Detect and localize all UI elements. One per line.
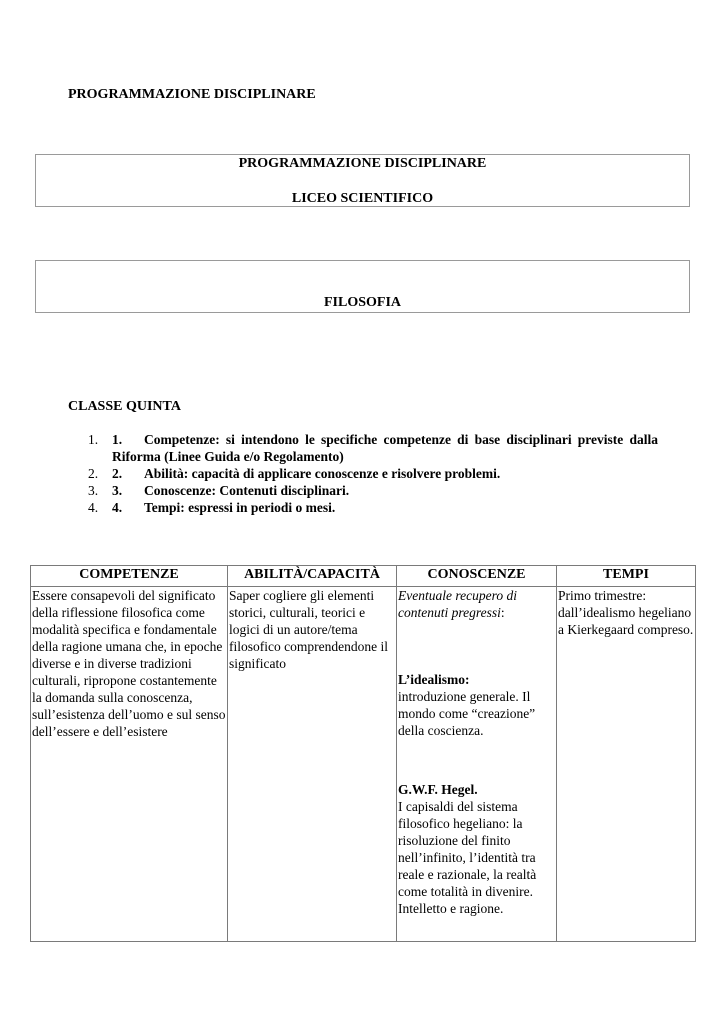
list-marker: 2.: [88, 466, 99, 481]
hegel-text: I capisaldi del sistema filosofico hegeliano: la risoluzione del finito nell’infinito, l’identità tra reale e razionale, la realtà come totalità in divenire. Intelletto e ragione.: [398, 799, 537, 916]
header-competenze: COMPETENZE: [31, 566, 228, 587]
table-header-row: [31, 566, 696, 587]
title-box-line2: LICEO SCIENTIFICO: [291, 191, 434, 206]
item-text: Conoscenze: Contenuti disciplinari.: [144, 483, 350, 498]
list-item: [68, 482, 658, 499]
class-title: CLASSE QUINTA: [68, 399, 181, 414]
recupero-text: Eventuale recupero di contenuti pregressi: [398, 588, 517, 620]
abilita-text: Saper cogliere gli elementi storici, culturali, teorici e logici di un autore/tema filosofico comprendendone il significato: [229, 588, 388, 671]
item-number: 4.: [112, 500, 123, 515]
item-number: 1.: [112, 432, 123, 447]
item-text: Tempi: espressi in periodi o mesi.: [144, 500, 336, 515]
table-row: [31, 587, 696, 942]
cell-competenze: [31, 587, 228, 942]
header-abilita: ABILITÀ/CAPACITÀ: [228, 566, 397, 587]
item-number: 2.: [112, 466, 123, 481]
list-item: [68, 499, 658, 516]
subject-box: [35, 260, 690, 313]
page-heading: PROGRAMMAZIONE DISCIPLINARE: [68, 87, 316, 102]
cell-conoscenze: [397, 587, 557, 942]
idealismo-title: L’idealismo:: [398, 672, 470, 687]
list-item: [68, 465, 658, 482]
competenze-text: Essere consapevoli del significato della riflessione filosofica come modalità specifica e fondamentale della ragione umana che, in epoche diverse e in diverse tradizioni culturali, ripropone costantemente la domanda sulla conoscenza, sull’esistenza dell’uomo e sul senso dell’essere e dell’esistere: [32, 588, 226, 739]
programme-table: [30, 565, 696, 942]
idealismo-text: introduzione generale. Il mondo come “creazione” della coscienza.: [398, 689, 536, 738]
cell-abilita: [228, 587, 397, 942]
recupero-colon: :: [500, 605, 505, 620]
item-text: Competenze: si intendono le specifiche competenze di base disciplinari previste dalla Riforma (Linee Guida e/o Regolamento): [112, 432, 658, 464]
tempi-text: Primo trimestre: dall’idealismo hegeliano a Kierkegaard compreso.: [558, 588, 694, 637]
list-marker: 4.: [88, 500, 99, 515]
list-marker: 3.: [88, 483, 99, 498]
header-tempi: TEMPI: [557, 566, 696, 587]
hegel-title: G.W.F. Hegel.: [398, 782, 478, 797]
header-conoscenze: CONOSCENZE: [397, 566, 557, 587]
list-marker: 1.: [88, 432, 99, 447]
list-item: [68, 431, 658, 465]
cell-tempi: [557, 587, 696, 942]
definitions-list: [68, 431, 658, 516]
subject-label: FILOSOFIA: [323, 295, 401, 310]
title-box: [35, 154, 690, 207]
item-text: Abilità: capacità di applicare conoscenze e risolvere problemi.: [144, 466, 501, 481]
title-box-line1: PROGRAMMAZIONE DISCIPLINARE: [238, 156, 487, 171]
item-number: 3.: [112, 483, 123, 498]
